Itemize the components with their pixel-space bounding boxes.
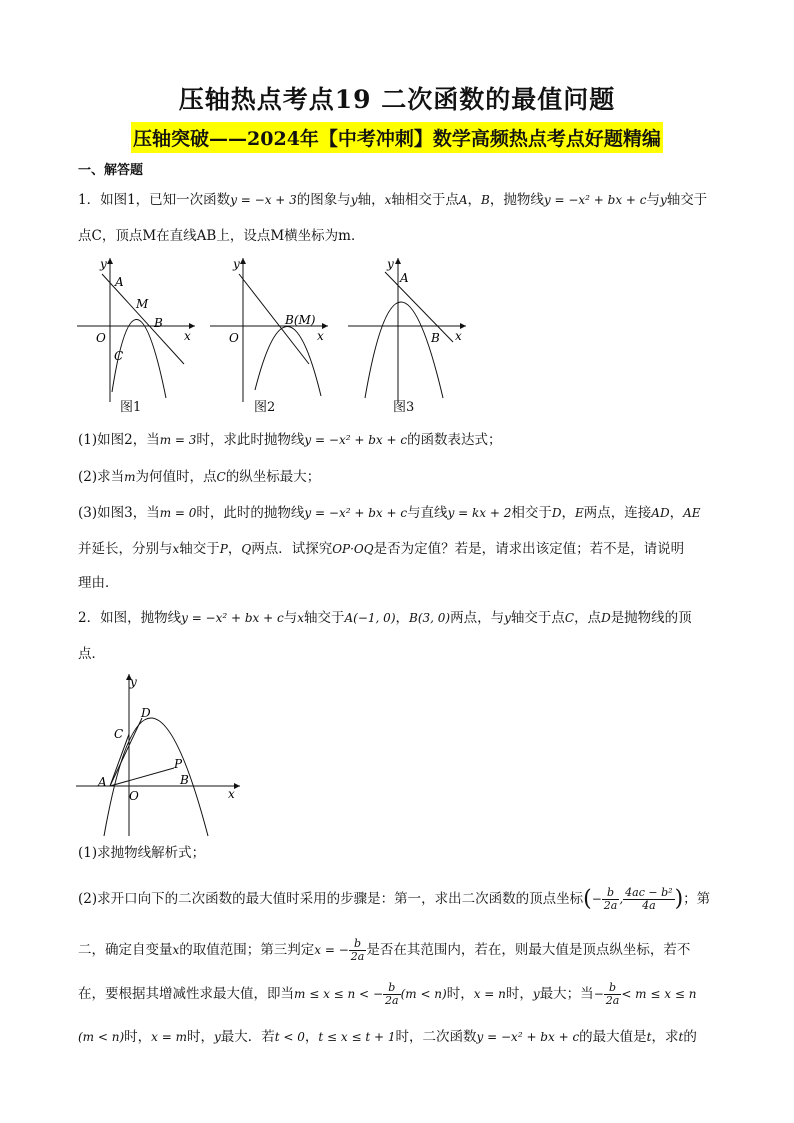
svg-text:M: M (136, 297, 149, 311)
q2-part2-line3: 在，要根据其增减性求最大值，即当m ≤ x ≤ n < − $\frac{b}{2a}$ (m < n)时，x = n时，y最大；当− $\frac{b}{2a}$ < m ≤ x ≤ n (78, 981, 697, 1007)
svg-text:O: O (96, 331, 106, 345)
svg-text:x: x (184, 329, 191, 343)
q1-part3-line2: 并延长，分别与x轴交于P，Q两点．试探究OP·OQ是否为定值？若是，请求出该定值；若不是，请说明 (78, 541, 685, 557)
svg-text:x: x (455, 329, 462, 343)
svg-text:B: B (180, 773, 189, 787)
subtitle-wrap (0, 122, 794, 153)
svg-text:y: y (387, 257, 394, 271)
svg-text:B: B (431, 331, 440, 345)
svg-text:A: A (115, 275, 124, 289)
svg-text:A: A (98, 775, 107, 789)
q2-part2-line4: (m < n)时，x = m时，y最大．若t < 0，t ≤ x ≤ t + 1时，二次函数y = −x² + bx + c的最大值是t，求t的 (78, 1029, 697, 1045)
q1-part3-line3: 理由． (78, 575, 119, 591)
svg-text:B: B (154, 316, 163, 330)
q2-part2-line1: (2)求开口向下的二次函数的最大值时采用的步骤是：第一，求出二次函数的顶点坐标(− $\frac{b}{2a}$ , $\frac{\text{4ac − b²}}{4a}$ )；第 (78, 886, 711, 912)
svg-text:x: x (317, 329, 324, 343)
q1-part2: (2)求当m为何值时，点C的纵坐标最大； (78, 469, 321, 485)
svg-text:P: P (174, 757, 183, 771)
q2-line1: 2．如图，抛物线y = −x² + bx + c与x轴交于A(−1, 0)，B(3, 0)两点，与y轴交于点C，点D是抛物线的顶 (78, 610, 692, 626)
q1-figure-2 (205, 252, 333, 410)
svg-text:y: y (233, 257, 240, 271)
q1-part3-line1: (3)如图3，当m = 0时，此时的抛物线y = −x² + bx + c与直线y = kx + 2相交于D，E两点，连接AD，AE (78, 505, 701, 521)
q2-part1: (1)求抛物线解析式； (78, 845, 206, 861)
q2-part2-line2: 二，确定自变量x的取值范围；第三判定x = − $\frac{b}{2a}$ 是否在其范围内，若在，则最大值是顶点纵坐标，若不 (78, 937, 691, 963)
svg-text:x: x (228, 787, 235, 801)
fig1-caption: 图1 (120, 400, 142, 415)
q1-line1: 1．如图1，已知一次函数y = −x + 3的图象与y轴，x轴相交于点A，B，抛物线y = −x² + bx + c与y轴交于 (78, 192, 708, 208)
page-title: 压轴热点考点19 二次函数的最值问题 (178, 85, 616, 114)
y-label: y (100, 257, 107, 271)
fig3-caption: 图3 (393, 400, 415, 415)
page-subtitle: 压轴突破——2024年【中考冲刺】数学高频热点考点好题精编 (131, 122, 663, 153)
section-heading: 一、解答题 (78, 163, 144, 178)
q1-figure-1 (72, 252, 200, 410)
q2-figure (74, 668, 244, 838)
q1-figure-3 (343, 252, 471, 410)
svg-text:O: O (229, 331, 239, 345)
svg-text:C: C (114, 727, 124, 741)
svg-text:C: C (114, 349, 124, 363)
svg-text:B(M): B(M) (285, 313, 316, 327)
q1-line2: 点C，顶点M在直线AB上，设点M横坐标为m． (78, 228, 365, 244)
q1-part1: (1)如图2，当m = 3时，求此时抛物线y = −x² + bx + c的函数表达式； (78, 432, 502, 448)
fig2-caption: 图2 (254, 400, 276, 415)
svg-text:y: y (130, 675, 137, 689)
svg-text:A: A (400, 271, 409, 285)
q2-line2: 点． (78, 646, 105, 662)
svg-text:O: O (129, 789, 139, 803)
svg-text:D: D (141, 706, 151, 720)
